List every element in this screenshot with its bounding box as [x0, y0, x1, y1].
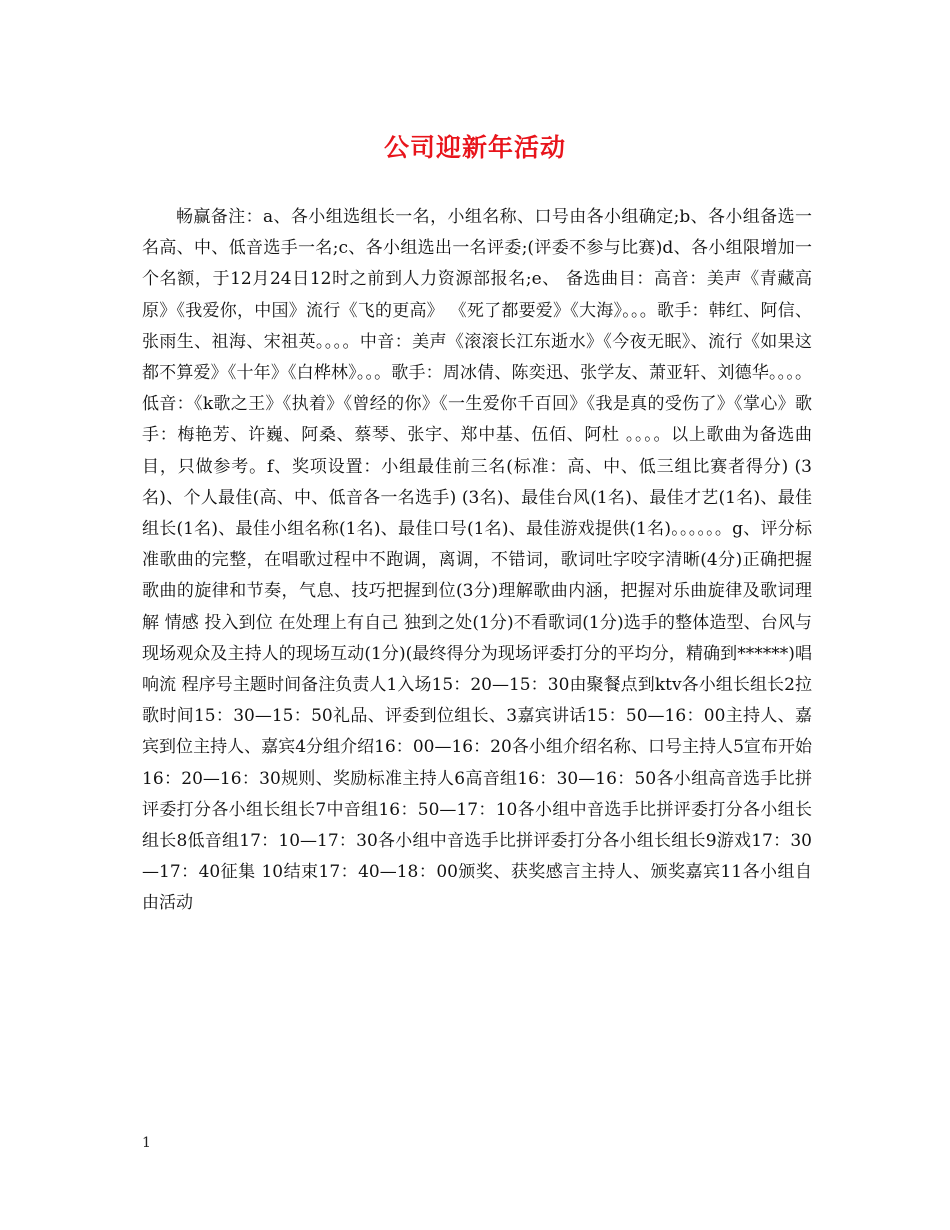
document-body: 畅赢备注：a、各小组选组长一名，小组名称、口号由各小组确定;b、各小组备选一名高、中、低音选手一名;c、各小组选出一名评委;(评委不参与比赛)d、各小组限增加一个名额，于12月24日12时之前到人力资源部报名;e、 备选曲目：高音：美声《青藏高原》《我爱你，中国》流行《飞的更高》 《死了都要爱》《大海》。。。歌手：韩红、阿信、张雨生、祖海、宋祖英。。。。中音：美声《滚滚长江东逝水》《今夜无眠》、流行《如果这都不算爱》《十年》《白桦林》。。。歌手：周冰倩、陈奕迅、张学友、萧亚轩、刘德华。。。。低音：《k歌之王》《执着》《曾经的你》《一生爱你千百回》《我是真的受伤了》《掌心》歌手：梅艳芳、许巍、阿桑、蔡琴、张宇、郑中基、伍佰、阿杜 。。。。以上歌曲为备选曲目，只做参考。f、奖项设置：小组最佳前三名(标准：高、中、低三组比赛者得分) (3名)、个人最佳(高、中、低音各一名选手) (3名)、最佳台风(1名)、最佳才艺(1名)、最佳组长(1名)、最佳小组名称(1名)、最佳口号(1名)、最佳游戏提供(1名)。。。。。。g、评分标准歌曲的完整，在唱歌过程中不跑调，离调，不错词，歌词吐字咬字清晰(4分)正确把握歌曲的旋律和节奏，气息、技巧把握到位(3分)理解歌曲内涵，把握对乐曲旋律及歌词理解 情感 投入到位 在处理上有自己 独到之处(1分)不看歌词(1分)选手的整体造型、台风与现场观众及主持人的现场互动(1分)(最终得分为现场评委打分的平均分，精确到******)唱 响流 程序号主题时间备注负责人1入场15：20—15：30由聚餐点到ktv各小组长组长2拉歌时间15：30—15：50礼品、评委到位组长、3嘉宾讲话15：50—16：00主持人、嘉宾到位主持人、嘉宾4分组介绍16：00—16：20各小组介绍名称、口号主持人5宣布开始16：20—16：30规则、奖励标准主持人6高音组16：30—16：50各小组高音选手比拼评委打分各小组长组长7中音组16：50—17：10各小组中音选手比拼评委打分各小组长组长8低音组17：10—17：30各小组中音选手比拼评委打分各小组长组长9游戏17：30—17：40征集 10结束17：40—18：00颁奖、获奖感言主持人、颁奖嘉宾11各小组自由活动	[142, 207, 812, 914]
document-title: 公司迎新年活动	[383, 133, 566, 162]
page-number: 1	[142, 1135, 151, 1151]
